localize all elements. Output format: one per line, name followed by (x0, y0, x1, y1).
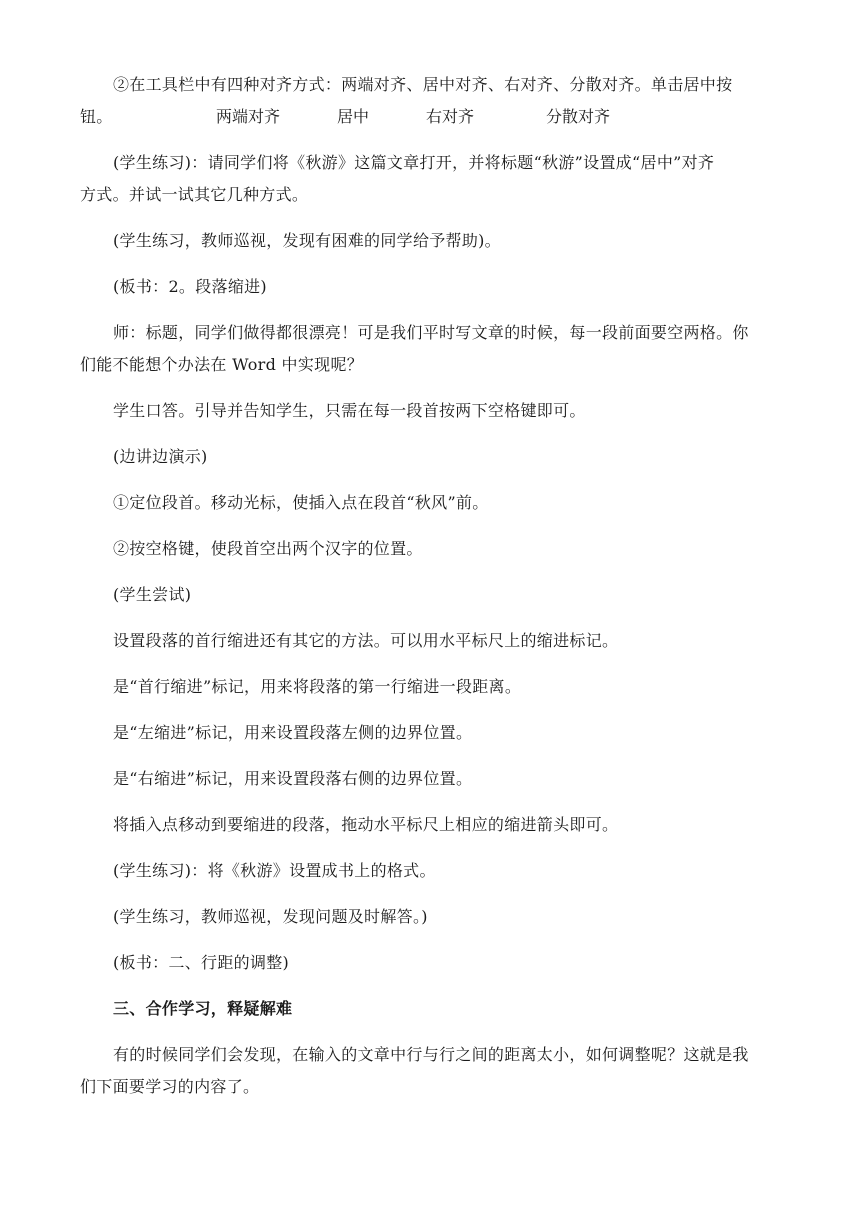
paragraph-student-answer: 学生口答。引导并告知学生，只需在每一段首按两下空格键即可。 (113, 401, 586, 420)
align-label-distributed: 分散对齐 (546, 107, 611, 126)
paragraph-left-indent: 是“左缩进”标记，用来设置段落左侧的边界位置。 (113, 723, 473, 742)
paragraph-teacher-patrol: (学生练习，教师巡视，发现有困难的同学给予帮助)。 (113, 231, 501, 250)
paragraph-student-format: (学生练习)：将《秋游》设置成书上的格式。 (113, 861, 436, 880)
paragraph-board-indent: (板书：2。段落缩进) (113, 277, 267, 296)
paragraph-first-line-indent: 是“首行缩进”标记，用来将段落的第一行缩进一段距离。 (113, 677, 522, 696)
paragraph-teacher-question: 师：标题，同学们做得都很漂亮！可是我们平时写文章的时候，每一段前面要空两格。你 (113, 323, 749, 342)
paragraph-student-practice: (学生练习)：请同学们将《秋游》这篇文章打开，并将标题“秋游”设置成“居中”对齐 (113, 153, 715, 172)
section-heading: 三、合作学习，释疑解难 (113, 999, 293, 1018)
align-label-center: 居中 (337, 107, 370, 126)
paragraph-student-practice-cont: 方式。并试一试其它几种方式。 (80, 185, 309, 204)
paragraph-right-indent: 是“右缩进”标记，用来设置段落右侧的边界位置。 (113, 769, 473, 788)
paragraph-teacher-question-cont: 们能不能想个办法在 Word 中实现呢？ (80, 355, 364, 374)
paragraph-demo: (边讲边演示) (113, 447, 208, 466)
paragraph-align-intro-cont: 钮。 (80, 107, 113, 126)
paragraph-step-2: ②按空格键，使段首空出两个汉字的位置。 (113, 539, 423, 558)
align-label-justify: 两端对齐 (216, 107, 281, 126)
paragraph-step-1: ①定位段首。移动光标，使插入点在段首“秋风”前。 (113, 493, 489, 512)
paragraph-indent-methods: 设置段落的首行缩进还有其它的方法。可以用水平标尺上的缩进标记。 (113, 631, 619, 650)
paragraph-line-spacing-intro: 有的时候同学们会发现，在输入的文章中行与行之间的距离太小，如何调整呢？这就是我 (113, 1045, 749, 1064)
paragraph-drag-ruler: 将插入点移动到要缩进的段落，拖动水平标尺上相应的缩进箭头即可。 (113, 815, 619, 834)
paragraph-board-line-spacing: (板书：二、行距的调整) (113, 953, 290, 972)
paragraph-teacher-answer: (学生练习，教师巡视，发现问题及时解答。) (113, 907, 428, 926)
paragraph-line-spacing-intro-cont: 们下面要学习的内容了。 (80, 1077, 260, 1096)
paragraph-student-try: (学生尝试) (113, 585, 192, 604)
align-label-right: 右对齐 (426, 107, 475, 126)
paragraph-align-intro: ②在工具栏中有四种对齐方式：两端对齐、居中对齐、右对齐、分散对齐。单击居中按 (113, 75, 733, 94)
